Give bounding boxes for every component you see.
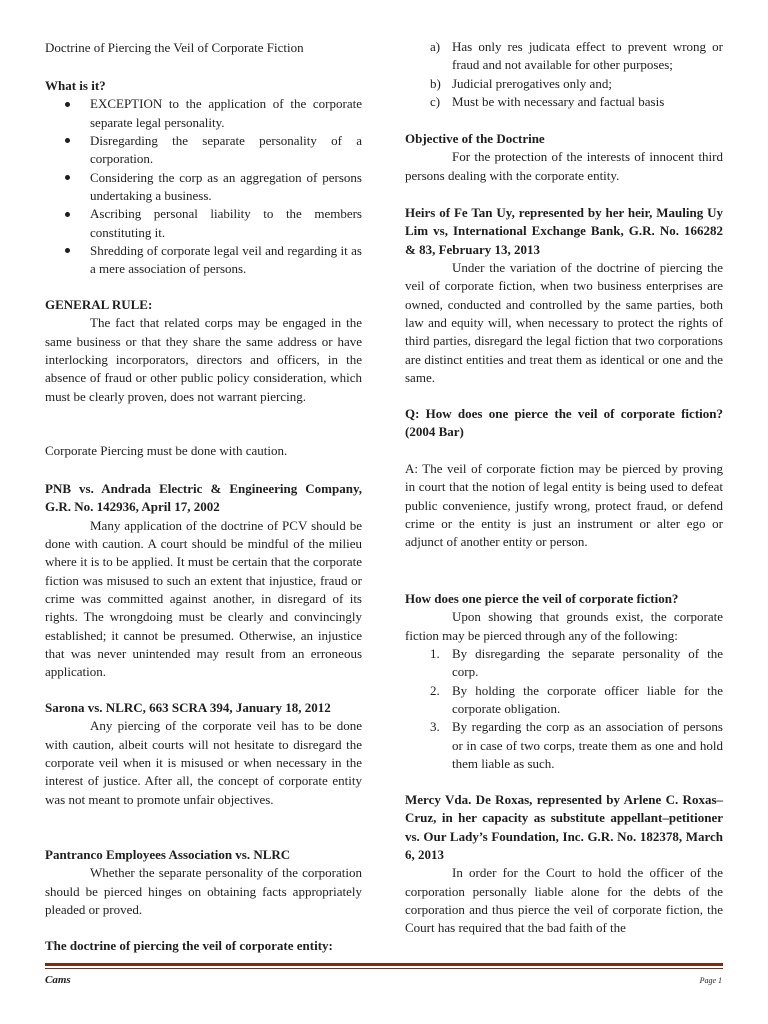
bullet-icon: [65, 248, 70, 253]
how-to-pierce-heading: How does one pierce the veil of corporate fiction?: [405, 591, 679, 606]
how-to-pierce-section: [405, 590, 723, 773]
bar-answer: A: The veil of corporate fiction may be pierced by proving in court that the notion of legal entity is being used to defeat public convenience, justify wrong, protect fraud, or defend crime or the entity is just an instrument or alter ego or adjunct of another entity or person.: [405, 460, 723, 550]
list-item: [405, 38, 723, 75]
list-marker: c): [430, 93, 441, 109]
footer-author: Cams: [45, 974, 71, 986]
list-item: [405, 718, 723, 773]
bullet-text: Shredding of corporate legal veil and regarding it as a mere association of persons.: [90, 242, 362, 277]
caution-note: Corporate Piercing must be done with caution.: [45, 443, 288, 458]
definition-bullet-list: [45, 95, 362, 278]
bullet-text: Disregarding the separate personality of a corporation.: [90, 132, 362, 167]
list-item-text: Judicial prerogatives only and;: [452, 75, 612, 91]
footer-rule-thick: [45, 963, 723, 966]
list-item-text: By disregarding the separate personality of the corp.: [452, 645, 723, 680]
bullet-item: [45, 242, 362, 279]
list-item-text: Has only res judicata effect to prevent wrong or fraud and not available for other purposes;: [452, 39, 723, 73]
case-summary: Under the variation of the doctrine of piercing the veil of corporate fiction, when two business enterprises are owned, conducted and controlled by the same parties, both law and equity will, when necessary to protect the rights of third parties, disregard the legal fiction that two corporations are distinct entities and treat them as identical or one and the same.: [405, 259, 723, 385]
case-citation: Mercy Vda. De Roxas, represented by Arlene C. Roxas–Cruz, in her capacity as substitute appellant–petitioner vs. Our Lady’s Foundation, Inc. G.R. No. 182378, March 6, 2013: [405, 792, 723, 862]
case-citation: Sarona vs. NLRC, 663 SCRA 394, January 18, 2012: [45, 700, 331, 715]
case-roxas-section: [405, 791, 723, 938]
list-item-text: Must be with necessary and factual basis: [452, 93, 665, 109]
list-marker: a): [430, 39, 441, 54]
list-item: [405, 682, 723, 719]
document-title: Doctrine of Piercing the Veil of Corporate Fiction: [45, 40, 304, 55]
bullet-icon: [65, 102, 70, 107]
general-rule-heading: GENERAL RULE:: [45, 297, 153, 312]
case-summary: Whether the separate personality of the corporation should be pierced hinges on obtaining facts appropriately pleaded or proved.: [45, 865, 362, 917]
bullet-icon: [65, 138, 70, 143]
page-number: Page 1: [699, 976, 722, 985]
list-marker: 2.: [430, 682, 440, 698]
case-summary: In order for the Court to hold the officer of the corporation personally liable alone for the debts of the corporation and thus pierce the veil of corporate fiction, the Court has required that the bad faith of the: [405, 865, 723, 936]
doctrine-entity-list: [405, 38, 723, 111]
list-item: [405, 645, 723, 682]
case-heirs-section: [405, 204, 723, 387]
how-to-pierce-intro: Upon showing that grounds exist, the corporate fiction may be pierced through any of the following:: [405, 609, 723, 643]
case-summary: Many application of the doctrine of PCV should be done with caution. A court should be mindful of the milieu where it is to be applied. It must be certain that the corporate fiction was misused to such an extent that injustice, fraud or crime was committed against another, in disregard of its rights. The wrongdoing must be clearly and convincingly established; it cannot be presumed. Otherwise, an injustice that was never unintended may result from an erroneous application.: [45, 517, 362, 680]
general-rule-text: The fact that related corps may be engaged in the same business or that they share the same address or have interlocking incorporators, directors and officers, in the absence of fraud or other public policy consideration, which must be clearly proven, does not warrant piercing.: [45, 315, 362, 404]
bullet-text: Ascribing personal liability to the members constituting it.: [90, 206, 362, 240]
bullet-icon: [65, 175, 70, 180]
footer-rule-thin: [45, 968, 723, 969]
list-marker: 1.: [430, 645, 440, 661]
list-marker: 3.: [430, 719, 440, 735]
bullet-text: EXCEPTION to the application of the corporate separate legal personality.: [90, 96, 362, 130]
case-citation: Heirs of Fe Tan Uy, represented by her heir, Mauling Uy Lim vs, International Exchange Bank, G.R. No. 166282 & 83, February 13, 2013: [405, 205, 723, 257]
bar-question-section: [405, 405, 723, 552]
list-item-text: By holding the corporate officer liable for the corporate obligation.: [452, 682, 723, 716]
objective-heading: Objective of the Doctrine: [405, 131, 545, 146]
bullet-text: Considering the corp as an aggregation of persons undertaking a business.: [90, 169, 362, 203]
what-is-it-section: [45, 77, 362, 279]
bullet-item: [45, 132, 362, 169]
what-is-it-heading: What is it?: [45, 78, 106, 93]
general-rule-section: [45, 296, 362, 406]
case-sarona-section: [45, 699, 362, 809]
list-item: [405, 93, 723, 111]
list-item: [405, 75, 723, 93]
case-summary: Any piercing of the corporate veil has to be done with caution, albeit courts will not hesitate to disregard the corporate veil when it is misused or when necessary in the interest of justice. After all, the concept of corporate entity was not meant to promote unfair objectives.: [45, 718, 362, 807]
bullet-item: [45, 95, 362, 132]
doctrine-entity-heading: The doctrine of piercing the veil of corporate entity:: [45, 938, 333, 953]
bar-question: Q: How does one pierce the veil of corporate fiction? (2004 Bar): [405, 406, 723, 440]
bullet-item: [45, 169, 362, 206]
objective-section: [405, 130, 723, 185]
case-pantranco-section: [45, 846, 362, 919]
list-item-text: By regarding the corp as an association of persons or in case of two corps, treate them as one and hold them liable as such.: [452, 719, 723, 771]
objective-text: For the protection of the interests of innocent third persons dealing with the corporate entity.: [405, 149, 723, 183]
bullet-item: [45, 205, 362, 242]
how-to-pierce-steps: [405, 645, 723, 773]
case-citation: Pantranco Employees Association vs. NLRC: [45, 847, 291, 862]
list-marker: b): [430, 75, 441, 91]
case-pnb-section: [45, 480, 362, 682]
bullet-icon: [65, 212, 70, 217]
case-citation: PNB vs. Andrada Electric & Engineering Company, G.R. No. 142936, April 17, 2002: [45, 481, 362, 515]
